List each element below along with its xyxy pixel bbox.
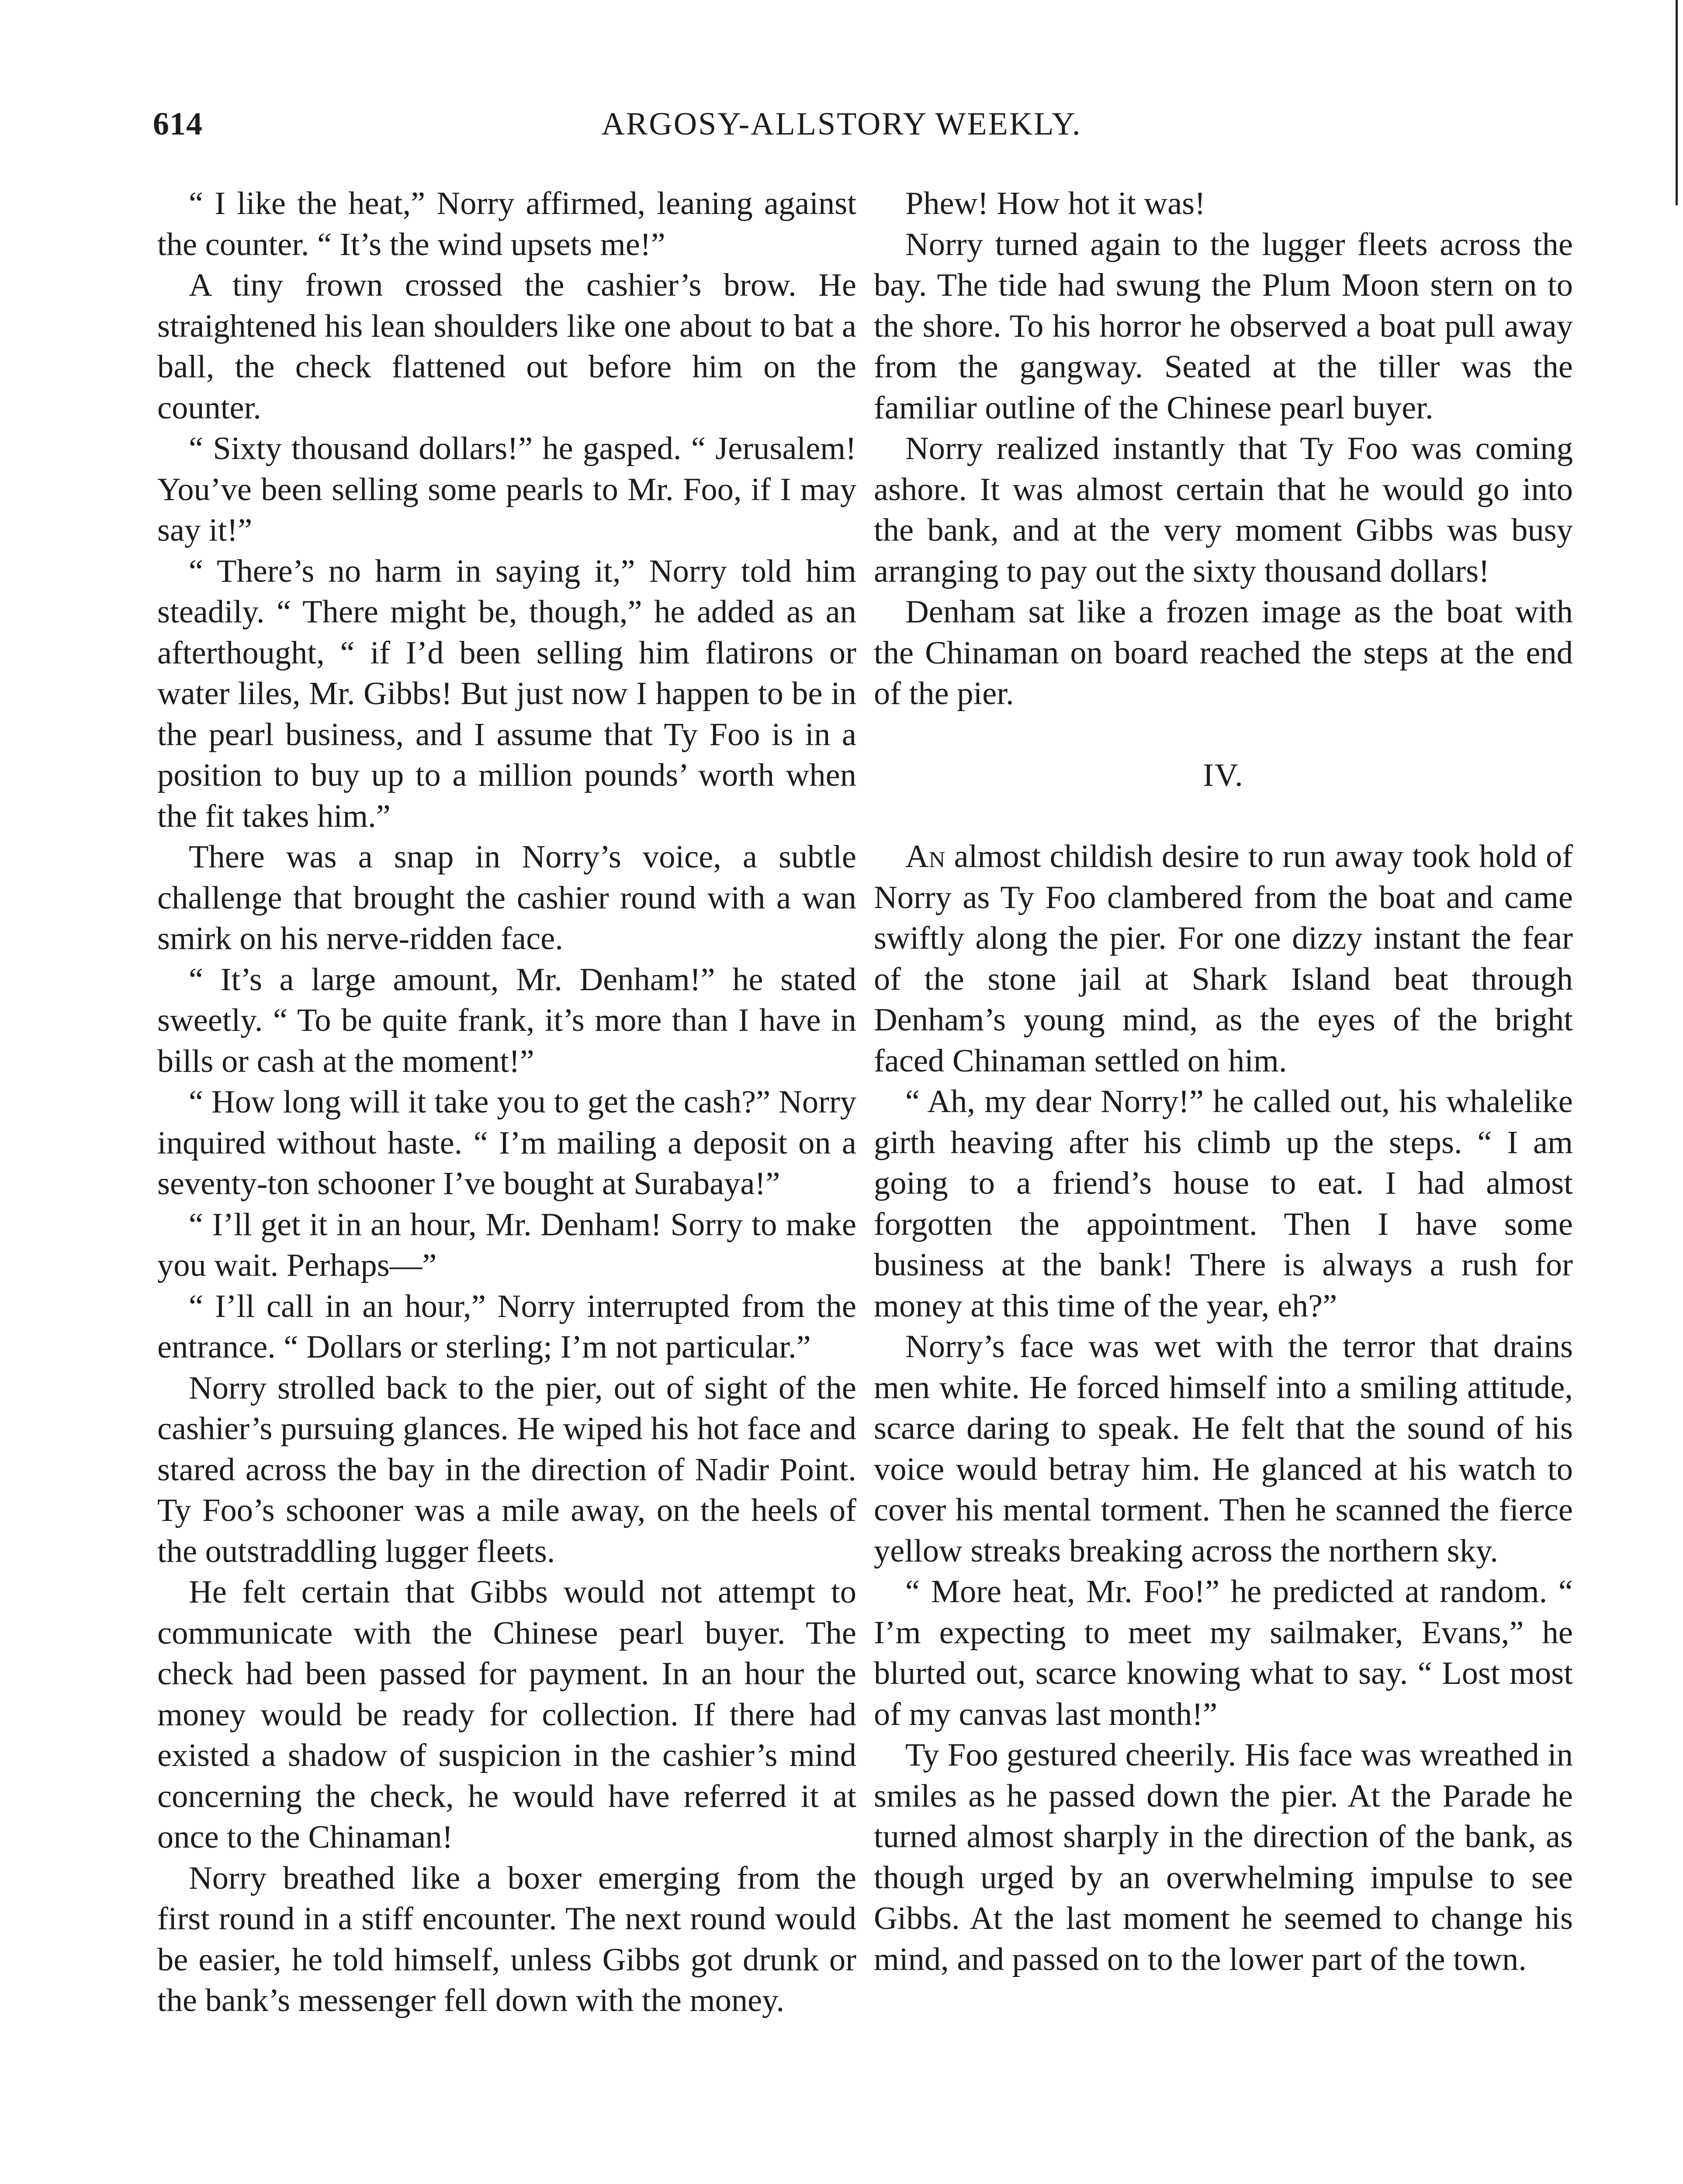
paragraph: Ty Foo gestured cheerily. His face was wreathed in smiles as he passed down the pier. At the Parade he turned almost sharply in the direction of the bank, as though urged by an overwhelming impulse to see Gibbs. At the last moment he seemed to change his mind, and passed on to the lower part of the town.: [874, 1737, 1573, 1977]
paragraph: Phew! How hot it was!: [905, 186, 1205, 221]
paragraph: Norry breathed like a boxer emerging from the first round in a stiff encounter. The next round would be easier, he told himself, unless Gibbs got drunk or the bank’s messenger fell down with the money.: [157, 1860, 856, 2018]
section-opening-paragraph: [874, 836, 1573, 1082]
running-head: ARGOSY-ALLSTORY WEEKLY.: [601, 106, 1082, 142]
page-edge-line: [1676, 0, 1678, 205]
paragraph: Norry turned again to the lugger fleets across the bay. The tide had swung the Plum Moon stern on to the shore. To his horror he observed a boat pull away from the gangway. Seated at the tiller was the familiar outline of the Chinese pearl buyer.: [874, 226, 1573, 426]
paragraph: “ I’ll get it in an hour, Mr. Denham! Sorry to make you wait. Perhaps—”: [157, 1206, 856, 1283]
opening-word: An: [905, 839, 945, 874]
paragraph: A tiny frown crossed the cashier’s brow. He straightened his lean shoulders like one about to bat a ball, the check flattened out before him on the counter.: [157, 267, 856, 426]
paragraph: “ Ah, my dear Norry!” he called out, his whalelike girth heaving after his climb up the steps. “ I am going to a friend’s house to eat. I had almost forgotten the appointment. Then I have some business at the bank! There is always a rush for money at this time of the year, eh?”: [874, 1084, 1573, 1324]
paragraph: Norry strolled back to the pier, out of sight of the cashier’s pursuing glances. He wiped his hot face and stared across the bay in the direction of Nadir Point. Ty Foo’s schooner was a mile away, on the heels of the outstraddling lugger fleets.: [157, 1370, 856, 1569]
opening-paragraph-text: almost childish desire to run away took hold of Norry as Ty Foo clambered from the boat and came swiftly along the pier. For one dizzy instant the fear of the stone jail at Shark Island beat through Denham’s young mind, as the eyes of the bright faced Chinaman settled on him.: [874, 839, 1573, 1079]
left-column: [157, 183, 856, 2022]
paragraph: He felt certain that Gibbs would not attempt to communicate with the Chinese pearl buyer. The check had been passed for payment. In an hour the money would be ready for collection. If there had existed a shadow of suspicion in the cashier’s mind concerning the check, he would have referred it at once to the Chinaman!: [157, 1574, 856, 1855]
paragraph: “ I’ll call in an hour,” Norry interrupted from the entrance. “ Dollars or sterling; I’m not particular.”: [157, 1288, 856, 1365]
paragraph: “ More heat, Mr. Foo!” he predicted at random. “ I’m expecting to meet my sailmaker, Evans,” he blurted out, scarce knowing what to say. “ Lost most of my canvas last month!”: [874, 1574, 1573, 1732]
paragraph: “ It’s a large amount, Mr. Denham!” he stated sweetly. “ To be quite frank, it’s more than I have in bills or cash at the moment!”: [157, 961, 856, 1079]
paragraph: “ I like the heat,” Norry affirmed, leaning against the counter. “ It’s the wind upsets me!”: [157, 186, 856, 263]
paragraph: “ How long will it take you to get the cash?” Norry inquired without haste. “ I’m mailing a deposit on a seventy-ton schooner I’ve bought at Surabaya!”: [157, 1084, 856, 1202]
paragraph: Norry’s face was wet with the terror that drains men white. He forced himself into a smiling attitude, scarce daring to speak. He felt that the sound of his voice would betray him. He glanced at his watch to cover his mental torment. Then he scanned the fierce yellow streaks breaking across the northern sky.: [874, 1329, 1573, 1569]
paragraph: There was a snap in Norry’s voice, a subtle challenge that brought the cashier round with a wan smirk on his nerve-ridden face.: [157, 839, 856, 957]
paragraph: Norry realized instantly that Ty Foo was coming ashore. It was almost certain that he would go into the bank, and at the very moment Gibbs was busy arranging to pay out the sixty thousand dollars!: [874, 431, 1573, 589]
page-number: 614: [153, 106, 203, 142]
paragraph: “ Sixty thousand dollars!” he gasped. “ Jerusalem! You’ve been selling some pearls to Mr. Foo, if I may say it!”: [157, 431, 856, 548]
paragraph: Denham sat like a frozen image as the boat with the Chinaman on board reached the steps at the end of the pier.: [874, 594, 1573, 712]
section-heading: IV.: [1203, 757, 1244, 793]
right-column: [874, 183, 1573, 1980]
paragraph: “ There’s no harm in saying it,” Norry told him steadily. “ There might be, though,” he added as an afterthought, “ if I’d been selling him flatirons or water liles, Mr. Gibbs! But just now I happen to be in the pearl business, and I assume that Ty Foo is in a position to buy up to a million pounds’ worth when the fit takes him.”: [157, 553, 856, 834]
